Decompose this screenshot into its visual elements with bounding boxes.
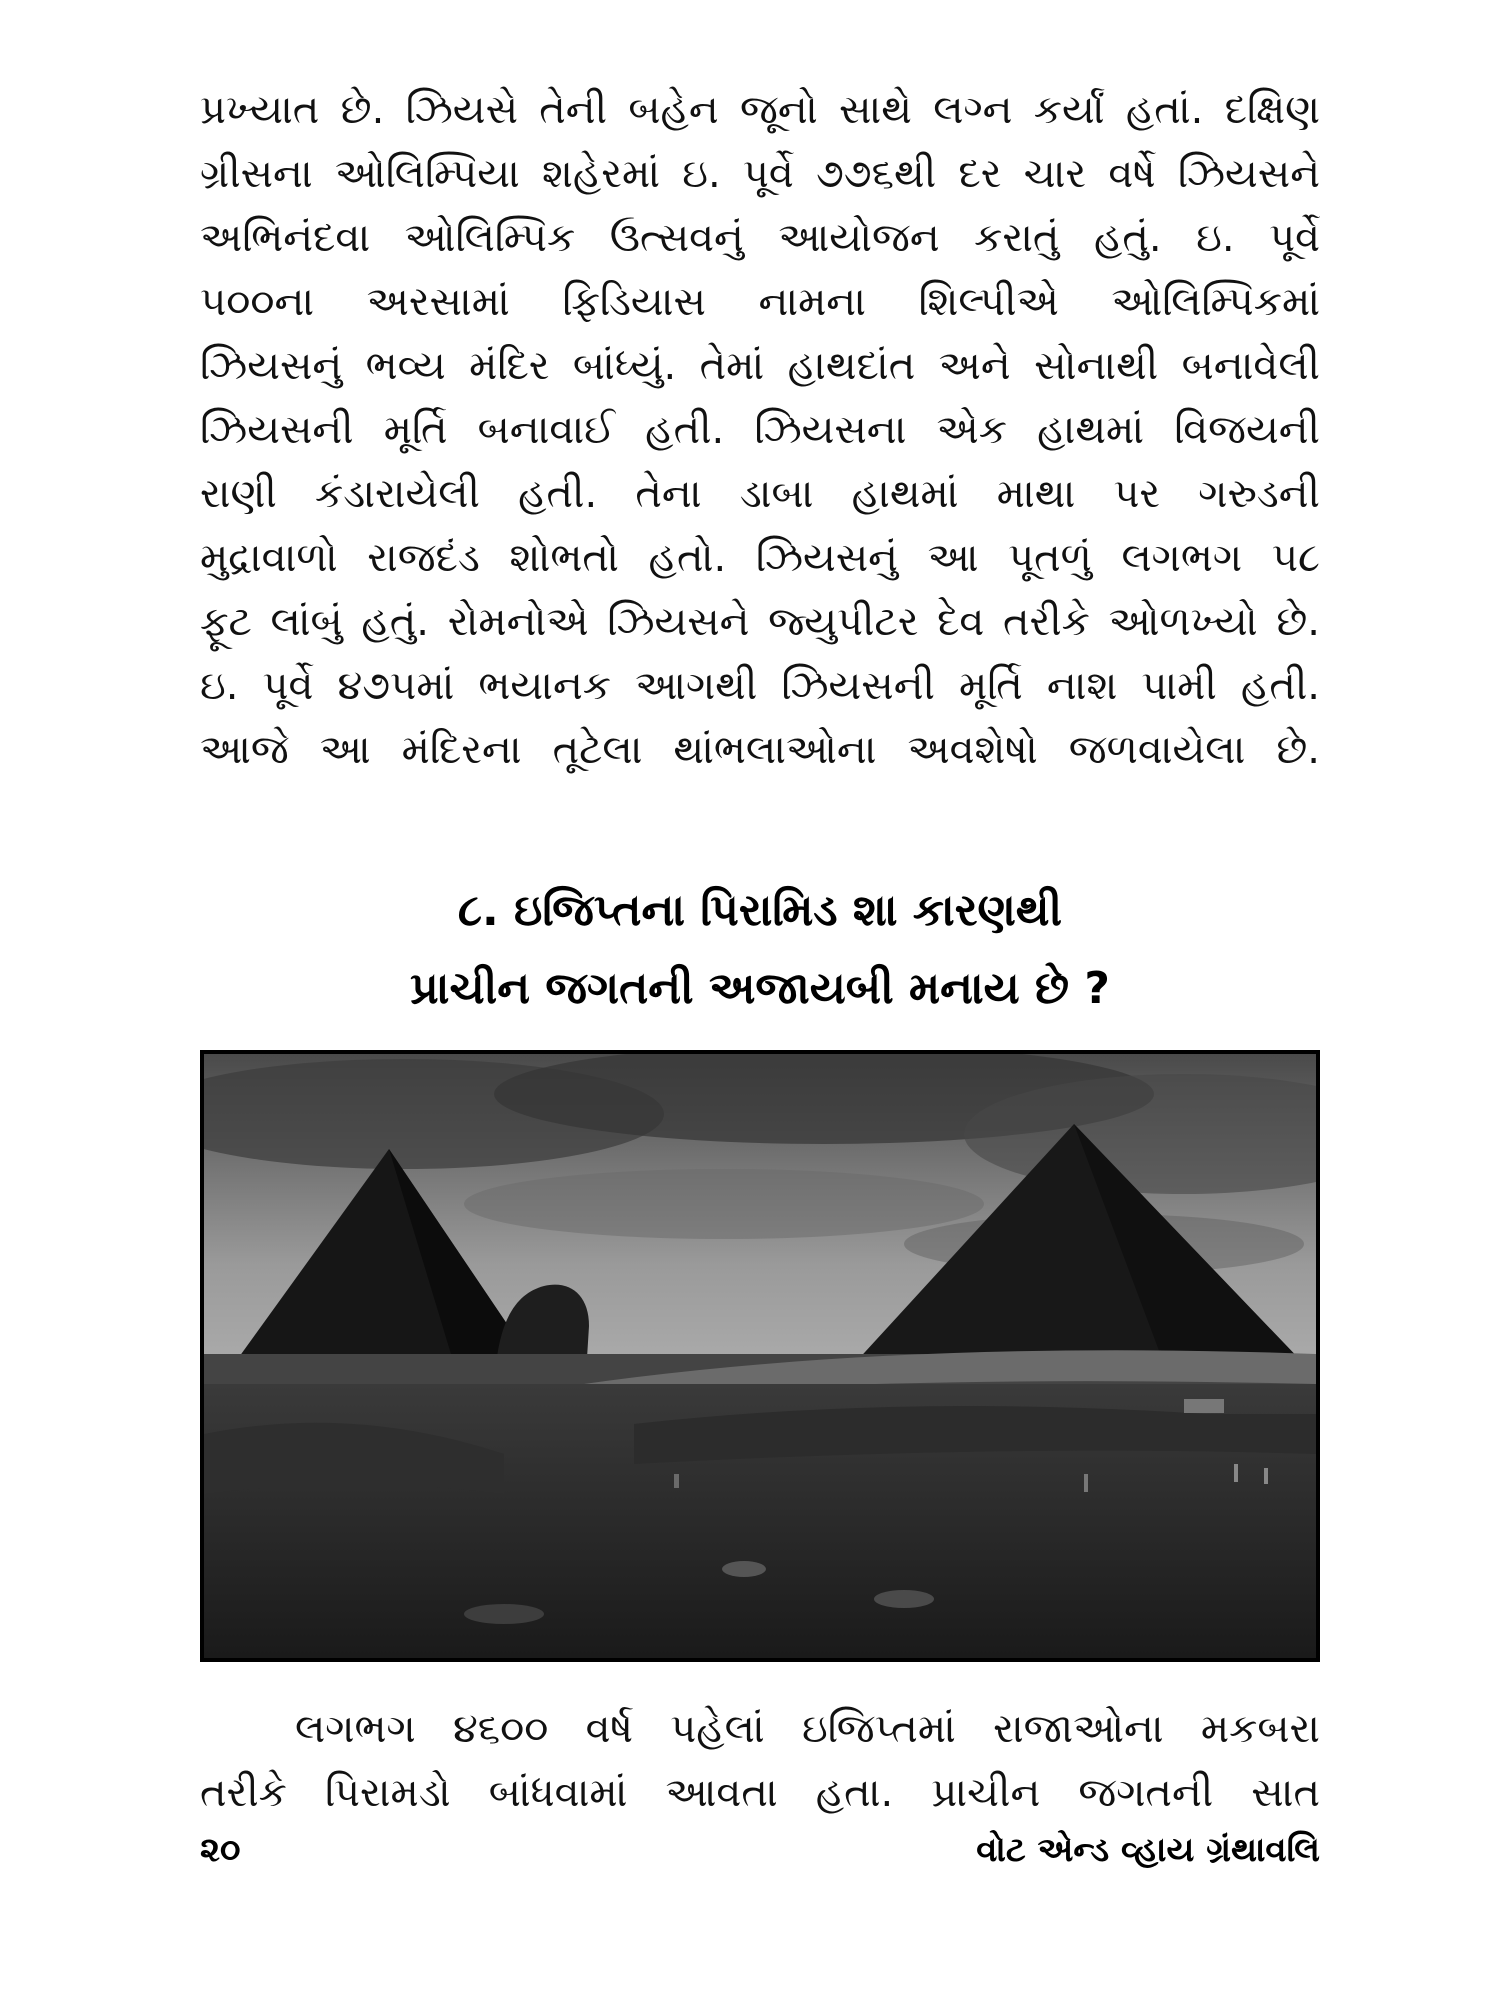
text-line: ઝિયસનું ભવ્ય મંદિર બાંધ્યું. તેમાં હાથદાંત અને સોનાથી બનાવેલી: [200, 343, 1320, 389]
text-line: તરીકે પિરામડો બાંધવામાં આવતા હતા. પ્રાચીન જગતની સાત: [200, 1770, 1320, 1816]
pyramids-photo-illustration: [204, 1054, 1316, 1658]
text-line: અભિનંદવા ઓલિમ્પિક ઉત્સવનું આયોજન કરાતું હતું. ઇ. પૂર્વે: [200, 215, 1320, 261]
heading-line: ૮. ઇજિપ્તના પિરામિડ શા કારણથી: [457, 885, 1063, 936]
body-paragraph-bottom: [200, 1697, 1320, 1825]
series-title: વોટ એન્ડ વ્હાય ગ્રંથાવલિ: [976, 1830, 1320, 1870]
text-line: મુદ્રાવાળો રાજદંડ શોભતો હતો. ઝિયસનું આ પૂતળું લગભગ ૫૮: [200, 535, 1320, 581]
text-line: આજે આ મંદિરના તૂટેલા થાંભલાઓના અવશેષો જળવાયેલા છે.: [200, 727, 1320, 773]
text-line: ૫૦૦ના અરસામાં ફિડિયાસ નામના શિલ્પીએ ઓલિમ્પિકમાં: [200, 279, 1320, 325]
pyramids-photo: [200, 1050, 1320, 1662]
text-line: ઝિયસની મૂર્તિ બનાવાઈ હતી. ઝિયસના એક હાથમાં વિજયની: [200, 407, 1320, 453]
heading-line: પ્રાચીન જગતની અજાયબી મનાય છે ?: [410, 963, 1110, 1014]
text-line: લગભગ ૪૬૦૦ વર્ષ પહેલાં ઇજિપ્તમાં રાજાઓના મકબરા: [295, 1706, 1320, 1752]
page-number: ૨૦: [200, 1830, 241, 1870]
text-line: ગ્રીસના ઓલિમ્પિયા શહેરમાં ઇ. પૂર્વે ૭૭૬થી દર ચાર વર્ષે ઝિયસને: [200, 151, 1320, 197]
section-heading: [200, 872, 1320, 1028]
body-paragraph-top: [200, 78, 1320, 782]
text-line: પ્રખ્યાત છે. ઝિયસે તેની બહેન જૂનો સાથે લગ્ન કર્યાં હતાં. દક્ષિણ: [200, 87, 1320, 133]
text-line: રાણી કંડારાયેલી હતી. તેના ડાબા હાથમાં માથા પર ગરુડની: [200, 471, 1320, 517]
text-line: ઇ. પૂર્વે ૪૭૫માં ભયાનક આગથી ઝિયસની મૂર્તિ નાશ પામી હતી.: [200, 663, 1320, 709]
text-line: ફૂટ લાંબું હતું. રોમનોએ ઝિયસને જ્યુપીટર દેવ તરીકે ઓળખ્યો છે.: [200, 599, 1320, 645]
